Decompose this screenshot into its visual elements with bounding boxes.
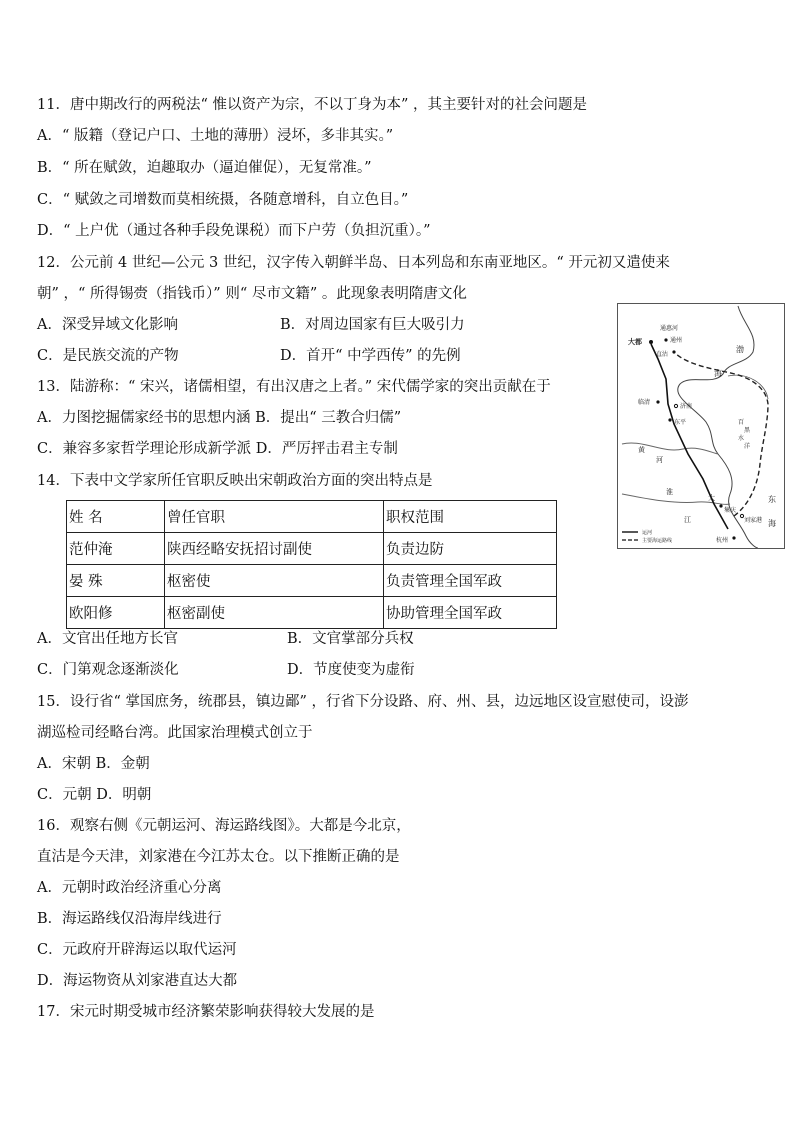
q12-option-b: B．对周边国家有巨大吸引力 [280,317,465,333]
map-label-da: 大 [708,494,715,502]
map-label-dong: 东 [768,495,776,504]
sea-route [676,354,768,516]
yellow-river [622,443,718,454]
q15-stem-line1: 15．设行省“ 掌国庶务，统郡县，镇边鄙” ，行省下分设路、府、州、县，边远地区设宣慰使司，设澎 [37,694,689,710]
table-header-cell: 姓 名 [67,501,165,533]
map-svg [618,304,784,548]
table-cell: 晏 殊 [67,565,165,597]
hangzhou-dot [732,536,735,539]
table-header-row [67,501,557,533]
q14-option-a: A．文官出任地方长官 [37,631,178,647]
q16-option-c: C．元政府开辟海运以取代运河 [37,942,237,958]
q16-stem-line1: 16．观察右侧《元朝运河、海运路线图》。大都是今北京， [37,818,411,834]
map-label-he: 河 [656,456,663,464]
table-cell: 负责边防 [384,533,557,565]
table-cell: 范仲淹 [67,533,165,565]
q12-option-c: C．是民族交流的产物 [37,348,179,364]
dongping-dot [668,418,671,421]
q12-stem-line1: 12．公元前 4 世纪—公元 3 世纪，汉字传入朝鲜半岛、日本列岛和东南亚地区。“ 开元初又遣使来 [37,255,670,271]
jiqing-dot [719,504,722,507]
map-label-tonghui: 通惠河 [660,325,679,332]
table-header-cell: 职权范围 [384,501,557,533]
q15-options-cd: C．元朝 D．明朝 [37,787,152,803]
table-row [67,565,557,597]
table-cell: 协助管理全国军政 [384,597,557,629]
q15-options-ab: A．宋朝 B．金朝 [37,756,150,772]
q16-option-a: A．元朝时政治经济重心分离 [37,880,222,896]
q16-stem-line2: 直沽是今天津，刘家港在今江苏太仓。以下推断正确的是 [37,849,400,865]
map-label-bai: 百 [738,419,745,426]
dadu-dot [649,340,653,344]
map-label-hangzhou: 杭州 [716,537,729,544]
table-cell: 陕西经略安抚招讨副使 [165,533,384,565]
map-label-dadu: 大都 [628,338,642,346]
legend-sea-label: 主要海运路线 [642,538,673,544]
table-cell: 负责管理全国军政 [384,565,557,597]
q12-option-a: A．深受异域文化影响 [37,317,178,333]
map-label-hei: 黑 [744,427,751,434]
q17-stem: 17．宋元时期受城市经济繁荣影响获得较大发展的是 [37,1004,375,1020]
map-label-jiang: 江 [684,516,691,524]
yuan-canal-sea-route-map [617,303,785,549]
table-cell: 枢密使 [165,565,384,597]
map-label-dongping: 东平 [674,419,687,426]
q16-option-b: B．海运路线仅沿海岸线进行 [37,911,222,927]
legend-canal-label: 运河 [642,530,653,536]
map-label-bo: 渤 [736,345,744,354]
map-legend [622,529,672,544]
q11-option-d: D．“ 上户优（通过各种手段免课税）而下户劳（负担沉重）。” [37,223,431,239]
map-label-huang: 黄 [638,446,645,454]
table-header-cell: 曾任官职 [165,501,384,533]
map-label-jiqing: 集庆 [724,507,737,514]
map-label-jinan: 济南 [680,403,693,410]
q14-option-b: B．文官掌部分兵权 [287,631,414,647]
map-label-tongzhou: 通州 [670,337,683,344]
q11-option-c: C．“ 赋敛之司增数而莫相统摄，各随意增科，自立色目。” [37,192,409,208]
map-label-huai: 淮 [666,488,673,496]
q12-option-d: D．首开“ 中学西传” 的先例 [280,348,461,364]
jinan-dot [674,404,677,407]
q13-options-cd: C．兼容多家哲学理论形成新学派 D．严厉抨击君主专制 [37,441,398,457]
map-label-hai: 海 [714,369,722,378]
table-row [67,597,557,629]
table-cell: 欧阳修 [67,597,165,629]
officials-table [66,500,557,629]
q11-option-a: A．“ 版籍（登记户口、土地的薄册）浸坏，多非其实。” [37,128,394,144]
q14-option-d: D．节度使变为虚衔 [287,662,415,678]
table-cell: 枢密副使 [165,597,384,629]
map-label-liujiagang: 刘家港 [744,517,763,524]
map-label-yang: 洋 [744,443,751,450]
map-label-linqing: 临清 [638,399,651,406]
table-row [67,533,557,565]
q13-options-ab: A．力图挖掘儒家经书的思想内涵 B．提出“ 三教合归儒” [37,410,402,426]
q11-option-b: B．“ 所在赋敛，迫趣取办（逼迫催促），无复常准。” [37,160,372,176]
q16-option-d: D．海运物资从刘家港直达大都 [37,973,238,989]
q14-option-c: C．门第观念逐渐淡化 [37,662,179,678]
map-label-zhigu: 直沽 [656,351,669,358]
q15-stem-line2: 湖巡检司经略台湾。此国家治理模式创立于 [37,725,313,741]
q11-stem: 11．唐中期改行的两税法“ 惟以资产为宗，不以丁身为本” ，其主要针对的社会问题是 [37,97,587,113]
q13-stem: 13．陆游称：“ 宋兴，诸儒相望，有出汉唐之上者。” 宋代儒学家的突出贡献在于 [37,379,551,395]
tongzhou-dot [664,338,667,341]
zhigu-dot [672,350,675,353]
q14-stem: 14．下表中文学家所任官职反映出宋朝政治方面的突出特点是 [37,473,433,489]
q12-stem-line2: 朝” ，“ 所得锡赍（指钱币）” 则“ 尽市文籍” 。此现象表明隋唐文化 [37,286,467,302]
map-label-shui: 水 [738,435,745,442]
linqing-dot [656,400,659,403]
map-label-hai2: 海 [768,519,776,528]
